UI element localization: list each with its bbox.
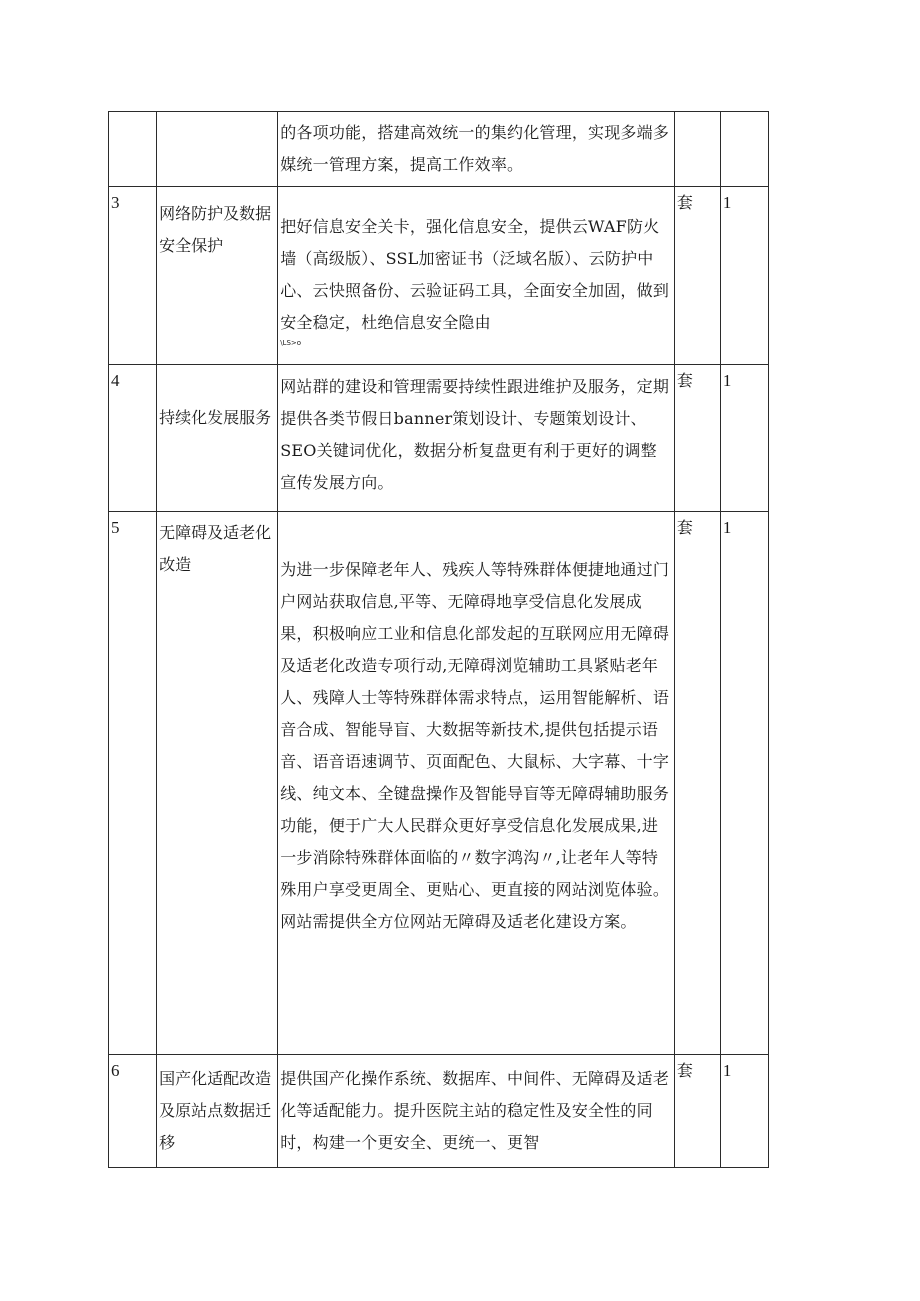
item-name: 持续化发展服务 — [157, 365, 278, 512]
quantity: 1 — [720, 187, 768, 365]
quantity: 1 — [720, 512, 768, 1055]
description-text: 网站群的建设和管理需要持续性跟进维护及服务，定期提供各类节假日banner策划设计、专题策划设计、SEO关键词优化，数据分析复盘更有利于更好的调整宣传发展方向。 — [280, 377, 670, 492]
row-number — [109, 112, 157, 187]
unit: 套 — [674, 512, 720, 1055]
description-text: 把好信息安全关卡，强化信息安全，提供云WAF防火墙（高级版）、SSL加密证书（泛域名版）、云防护中心、云快照备份、云验证码工具，全面安全加固，做到安全稳定，杜绝信息安全隐由 — [280, 217, 670, 332]
description-text: 提供国产化操作系统、数据库、中间件、无障碍及适老化等适配能力。提升医院主站的稳定性及安全性的同时，构建一个更安全、更统一、更智 — [280, 1069, 670, 1152]
table-row — [109, 112, 769, 187]
description-text: 为进一步保障老年人、残疾人等特殊群体便捷地通过门户网站获取信息,平等、无障碍地享受信息化发展成果，积极响应工业和信息化部发起的互联网应用无障碍及适老化改造专项行动,无障碍浏览辅助工具紧贴老年人、残障人士等特殊群体需求特点，运用智能解析、语音合成、智能导盲、大数据等新技术,提供包括提示语音、语音语速调节、页面配色、大鼠标、大字幕、十字线、纯文本、全键盘操作及智能导盲等无障碍辅助服务功能，便于广大人民群众更好享受信息化发展成果,进一步消除特殊群体面临的〃数字鸿沟〃,让老年人等特殊用户享受更周全、更贴心、更直接的网站浏览体验。网站需提供全方位网站无障碍及适老化建设方案。 — [280, 560, 670, 931]
item-description — [278, 112, 675, 187]
quantity — [720, 112, 768, 187]
unit: 套 — [674, 187, 720, 365]
item-name: 国产化适配改造及原站点数据迁移 — [157, 1055, 278, 1168]
table-row — [109, 512, 769, 1055]
stray-mark: \LS>o — [280, 339, 302, 347]
row-number: 5 — [109, 512, 157, 1055]
row-number: 4 — [109, 365, 157, 512]
item-description — [278, 187, 675, 365]
spec-table — [108, 111, 769, 1168]
table-row — [109, 187, 769, 365]
unit: 套 — [674, 365, 720, 512]
unit: 套 — [674, 1055, 720, 1168]
quantity: 1 — [720, 1055, 768, 1168]
item-name: 网络防护及数据安全保护 — [157, 187, 278, 365]
row-number: 6 — [109, 1055, 157, 1168]
item-description — [278, 512, 675, 1055]
item-name: 无障碍及适老化改造 — [157, 512, 278, 1055]
quantity: 1 — [720, 365, 768, 512]
item-name — [157, 112, 278, 187]
unit — [674, 112, 720, 187]
item-description — [278, 365, 675, 512]
row-number: 3 — [109, 187, 157, 365]
item-description — [278, 1055, 675, 1168]
table-row — [109, 1055, 769, 1168]
table-row — [109, 365, 769, 512]
description-text: 的各项功能，搭建高效统一的集约化管理，实现多端多媒统一管理方案，提高工作效率。 — [280, 123, 670, 174]
